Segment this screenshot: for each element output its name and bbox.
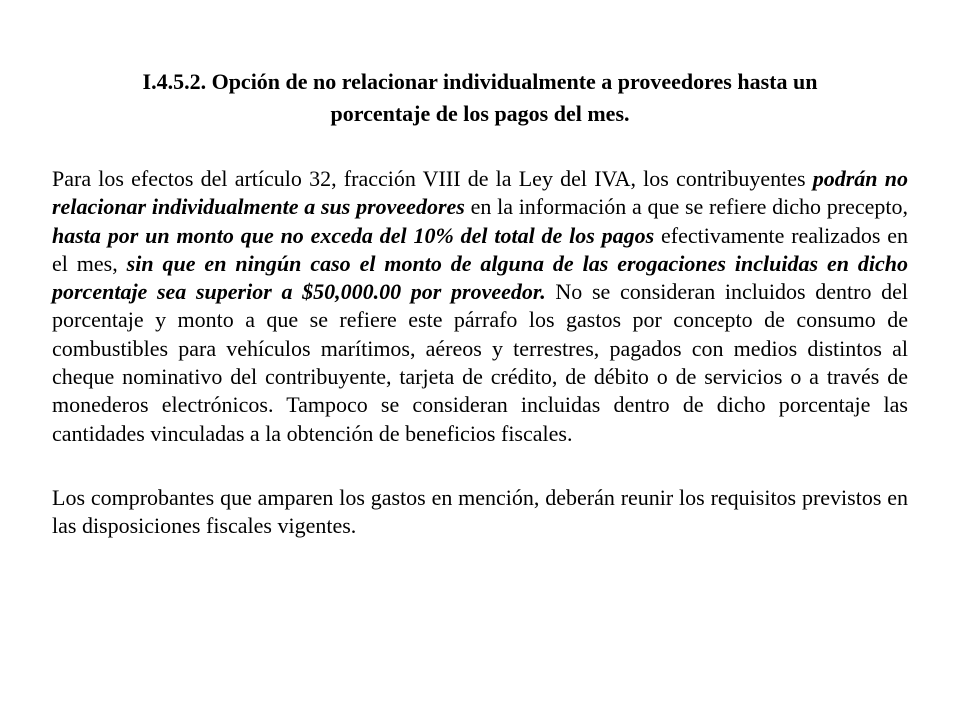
paragraph-1-run: No se consideran incluidos dentro del porcentaje y monto a que se refiere este párrafo los gastos por concepto de consumo de combustibles para vehículos marítimos, aéreos y terrestres, pagados con medios distintos al cheque nominativo del contribuyente, tarjeta de crédito, de débito o de servicios o a través de monederos electrónicos. Tampoco se consideran incluidas dentro de dicho porcentaje las cantidades vinculadas a la obtención de beneficios fiscales. [52, 279, 908, 446]
paragraph-1-emphasis: hasta por un monto que no exceda del 10% del total de los pagos [52, 222, 655, 248]
paragraph-1-emphasis: sin que en ningún caso el monto de alguna de las erogaciones incluidas en dicho porcentaje sea superior a $50,000.00 por proveedor. [52, 250, 908, 305]
section-title-line-1: I.4.5.2. Opción de no relacionar individualmente a proveedores hasta un [142, 69, 818, 94]
paragraph-2: Los comprobantes que amparen los gastos en mención, deberán reunir los requisitos previstos en las disposiciones fiscales vigentes. [52, 484, 908, 539]
section-title-line-2: porcentaje de los pagos del mes. [330, 101, 630, 126]
paragraph-1-run: en la información a que se refiere dicho precepto, [464, 194, 908, 220]
paragraph-1-emphasis: podrán no relacionar individualmente a sus proveedores [52, 166, 908, 220]
document-slide [52, 66, 908, 577]
paragraph-1-run: Para los efectos del artículo 32, fracción VIII de la Ley del IVA, los contribuyentes [52, 166, 813, 191]
paragraph-1 [52, 165, 908, 448]
section-title [52, 66, 908, 130]
paragraph-1-run: efectivamente realizados en el mes, [52, 222, 908, 276]
